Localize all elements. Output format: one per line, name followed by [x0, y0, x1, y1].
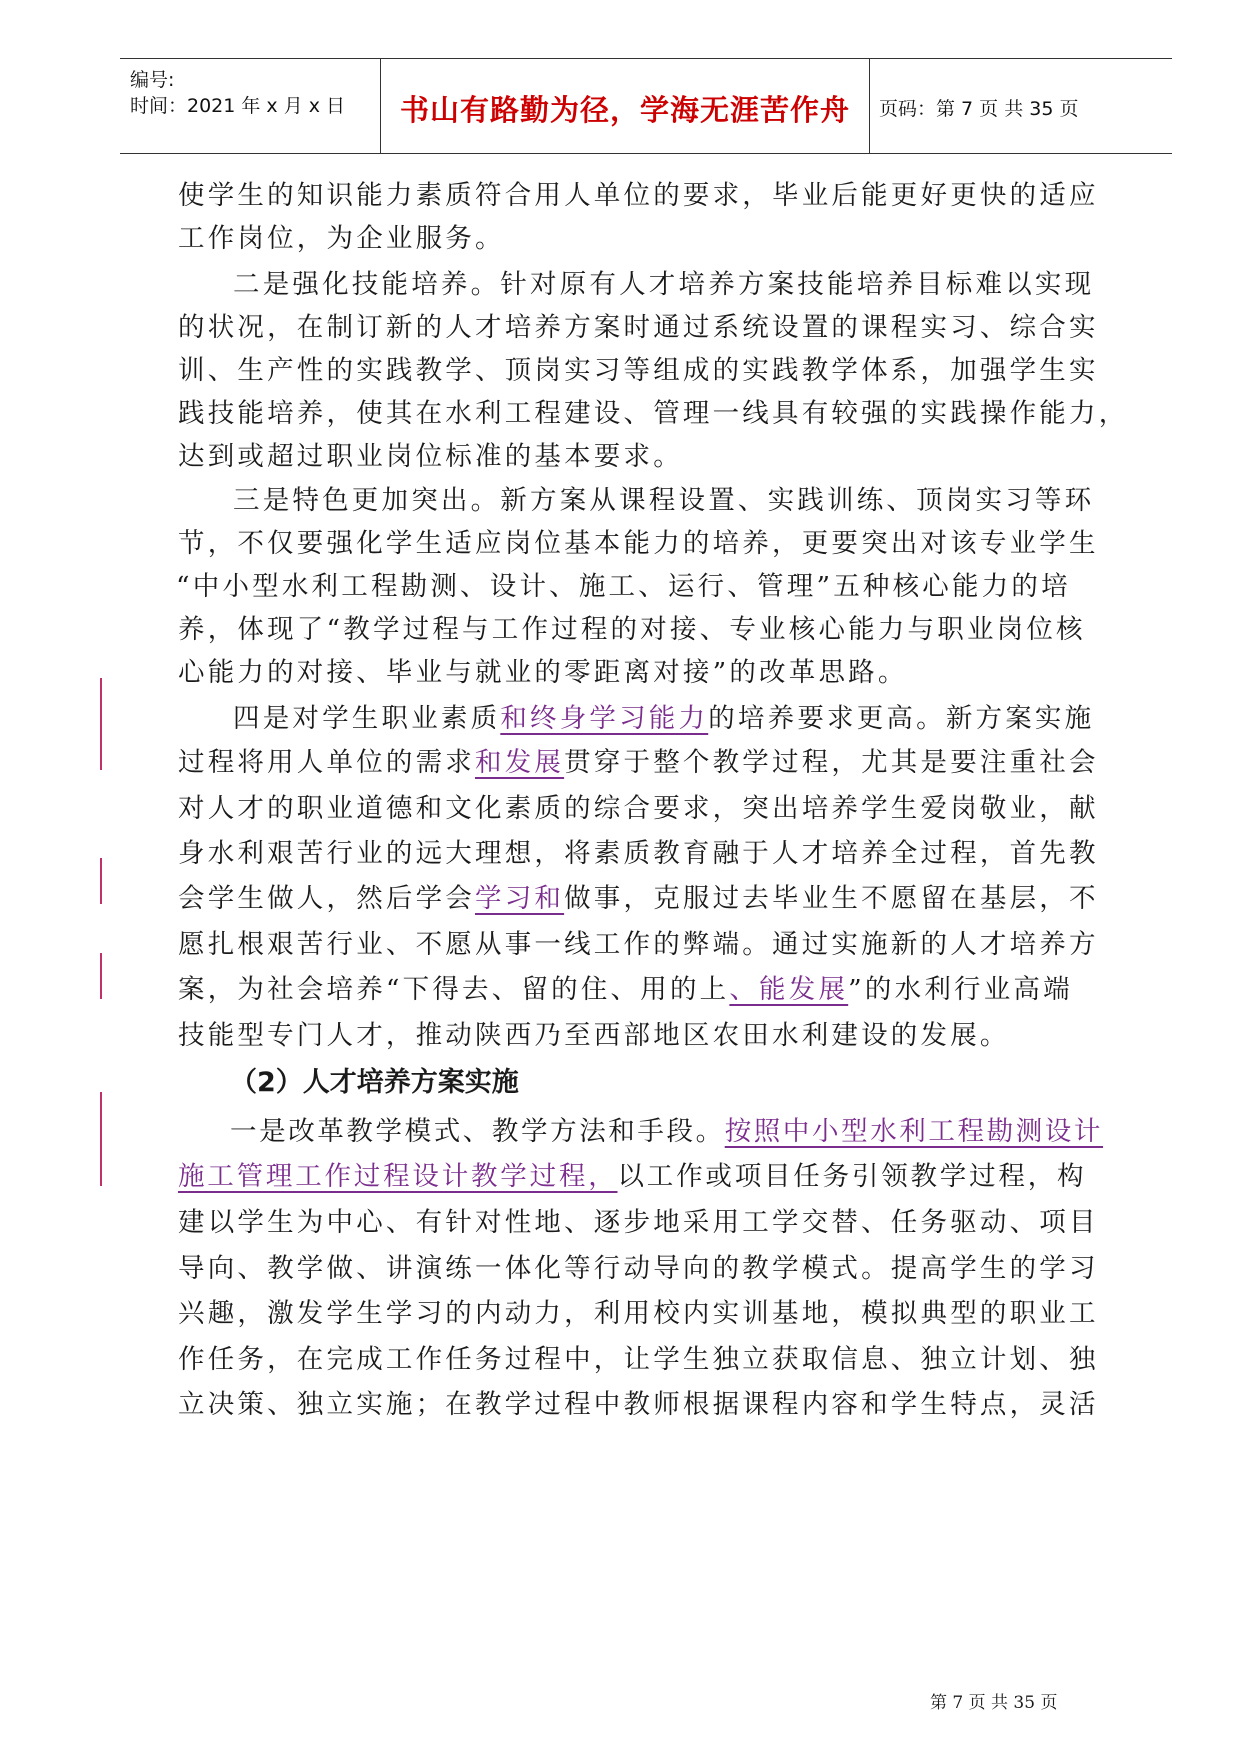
page-footer-number: 第 7 页 共 35 页 [930, 1693, 1058, 1713]
revision-bar [100, 678, 102, 770]
section-heading: （2）人才培养方案实施 [230, 1067, 519, 1098]
header-motto-cell [380, 59, 870, 153]
body-line [233, 696, 1094, 735]
body-text: 贯穿于整个教学过程，尤其是要注重社会 [564, 747, 1099, 778]
body-line: 技能型专门人才，推动陕西乃至西部地区农田水利建设的发展。 [178, 1020, 1010, 1051]
body-line: 使学生的知识能力素质符合用人单位的要求，毕业后能更好更快的适应 [178, 180, 1099, 211]
body-line [230, 1109, 1103, 1148]
revision-insert: 和终身学习能力 [500, 703, 709, 734]
body-line: 养，体现了“教学过程与工作过程的对接、专业核心能力与职业岗位核 [178, 614, 1086, 645]
body-line [178, 1154, 1086, 1193]
body-line: 导向、教学做、讲演练一体化等行动导向的教学模式。提高学生的学习 [178, 1253, 1099, 1284]
body-line: 作任务，在完成工作任务过程中，让学生独立获取信息、独立计划、独 [178, 1344, 1099, 1375]
revision-insert: 、能发展 [729, 974, 849, 1005]
revision-insert: 和发展 [475, 747, 565, 778]
body-line: 对人才的职业道德和文化素质的综合要求，突出培养学生爱岗敬业，献 [178, 793, 1099, 824]
body-text: ”的水利行业高端 [848, 974, 1073, 1005]
body-line [178, 740, 1099, 779]
body-line [178, 967, 1073, 1006]
revision-bar [100, 1092, 102, 1186]
body-line: 二是强化技能培养。针对原有人才培养方案技能培养目标难以实现 [233, 269, 1095, 300]
body-line: 立决策、独立实施；在教学过程中教师根据课程内容和学生特点，灵活 [178, 1389, 1099, 1420]
body-text: 一是改革教学模式、教学方法和手段。 [230, 1116, 725, 1147]
page-header [120, 58, 1172, 154]
body-line: 践技能培养，使其在水利工程建设、管理一线具有较强的实践操作能力， [178, 398, 1129, 429]
body-line: 三是特色更加突出。新方案从课程设置、实践训练、顶岗实习等环 [233, 485, 1095, 516]
body-line: 身水利艰苦行业的远大理想，将素质教育融于人才培养全过程，首先教 [178, 838, 1099, 869]
body-line: 节，不仅要强化学生适应岗位基本能力的培养，更要突出对该专业学生 [178, 528, 1099, 559]
body-text: 以工作或项目任务引领教学过程，构 [617, 1161, 1087, 1192]
body-text: 会学生做人，然后学会 [178, 883, 475, 914]
body-line: 达到或超过职业岗位标准的基本要求。 [178, 441, 683, 472]
revision-insert: 按照中小型水利工程勘测设计 [724, 1116, 1104, 1147]
document-number-label: 编号: [130, 69, 175, 91]
body-line: 工作岗位，为企业服务。 [178, 223, 505, 254]
revision-insert: 施工管理工作过程设计教学过程， [178, 1161, 618, 1192]
body-line: 兴趣，激发学生学习的内动力，利用校内实训基地，模拟典型的职业工 [178, 1298, 1099, 1329]
revision-bar [100, 858, 102, 904]
revision-bar [100, 953, 102, 999]
body-line: 的状况，在制订新的人才培养方案时通过系统设置的课程实习、综合实 [178, 312, 1099, 343]
body-line: “中小型水利工程勘测、设计、施工、运行、管理”五种核心能力的培 [176, 571, 1071, 602]
body-line [178, 876, 1099, 915]
revision-insert: 学习和 [475, 883, 565, 914]
body-text: 做事，克服过去毕业生不愿留在基层，不 [564, 883, 1099, 914]
body-line: 心能力的对接、毕业与就业的零距离对接”的改革思路。 [178, 657, 908, 688]
body-text: 四是对学生职业素质 [233, 703, 501, 734]
body-line: 建以学生为中心、有针对性地、逐步地采用工学交替、任务驱动、项目 [178, 1207, 1099, 1238]
body-text: 的培养要求更高。新方案实施 [708, 703, 1095, 734]
document-time-label: 时间：2021 年 x 月 x 日 [130, 95, 346, 117]
body-text: 案，为社会培养“下得去、留的住、用的上 [178, 974, 730, 1005]
header-page-cell [869, 59, 1172, 153]
body-line: 愿扎根艰苦行业、不愿从事一线工作的弊端。通过实施新的人才培养方 [178, 929, 1099, 960]
header-motto: 书山有路勤为径，学海无涯苦作舟 [399, 93, 850, 127]
header-page-number: 页码：第 7 页 共 35 页 [879, 98, 1079, 120]
body-line: 训、生产性的实践教学、顶岗实习等组成的实践教学体系，加强学生实 [178, 355, 1099, 386]
body-text: 过程将用人单位的需求 [178, 747, 475, 778]
header-meta-cell [120, 59, 380, 153]
